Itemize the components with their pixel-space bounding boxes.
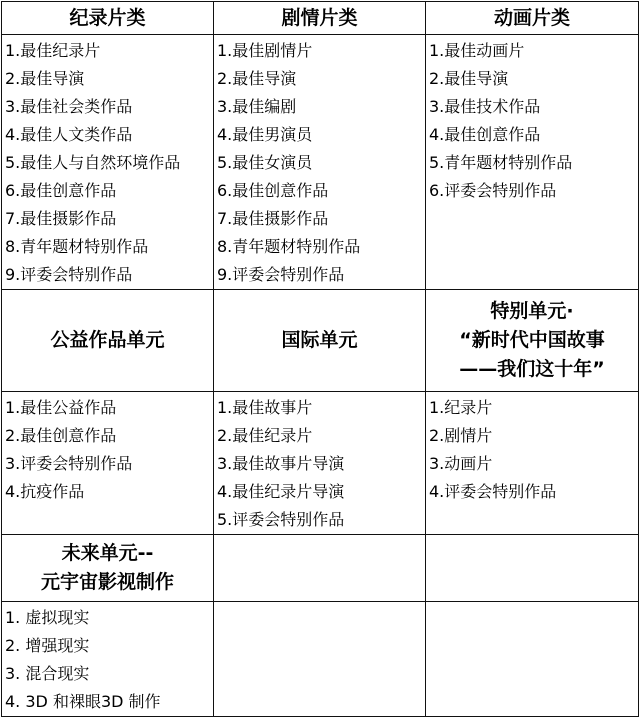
list-item: 4.最佳男演员	[217, 125, 313, 144]
list-item: 1. 虚拟现实	[5, 608, 90, 627]
section-title: 元宇宙影视制作	[40, 571, 174, 593]
list-item: 8.青年题材特别作品	[217, 237, 361, 256]
list-item: 9.评委会特别作品	[217, 265, 345, 284]
list-item: 9.评委会特别作品	[5, 265, 133, 284]
list-item: 4.抗疫作品	[5, 482, 85, 501]
list-item: 1.纪录片	[429, 398, 493, 417]
section-header-public-welfare	[2, 290, 214, 392]
list-item: 2. 增强现实	[5, 636, 90, 655]
empty-cell	[214, 602, 426, 717]
list-item: 4.评委会特别作品	[429, 482, 557, 501]
section-title: 剧情片类	[281, 6, 358, 29]
section-header-drama	[214, 2, 426, 35]
section-title: 动画片类	[493, 6, 570, 29]
list-item: 7.最佳摄影作品	[5, 209, 117, 228]
list-item: 3. 混合现实	[5, 664, 90, 683]
list-item: 2.剧情片	[429, 426, 493, 445]
list-item: 1.最佳剧情片	[217, 41, 313, 60]
section-header-future	[2, 535, 214, 602]
list-item: 1.最佳纪录片	[5, 41, 101, 60]
section-header-animation	[426, 2, 639, 35]
section-list-international	[214, 392, 426, 535]
section-header-special	[426, 290, 639, 392]
list-item: 5.青年题材特别作品	[429, 153, 573, 172]
list-item: 6.最佳创意作品	[217, 181, 329, 200]
awards-table	[1, 1, 639, 717]
list-item: 4.最佳创意作品	[429, 125, 541, 144]
list-row	[2, 392, 639, 535]
list-item: 3.最佳编剧	[217, 97, 297, 116]
section-title: 公益作品单元	[50, 329, 165, 351]
header-row	[2, 2, 639, 35]
empty-cell	[426, 535, 639, 602]
list-item: 6.评委会特别作品	[429, 181, 557, 200]
list-item: 1.最佳故事片	[217, 398, 313, 417]
section-list-documentary	[2, 35, 214, 290]
list-item: 5.最佳女演员	[217, 153, 313, 172]
section-list-special	[426, 392, 639, 535]
header-row	[2, 290, 639, 392]
section-title: 未来单元--	[61, 542, 154, 564]
section-list-future	[2, 602, 214, 717]
header-row	[2, 535, 639, 602]
list-item: 1.最佳动画片	[429, 41, 525, 60]
list-item: 6.最佳创意作品	[5, 181, 117, 200]
list-item: 4. 3D 和裸眼3D 制作	[5, 692, 161, 711]
section-title: “新时代中国故事	[459, 329, 605, 351]
list-item: 5.评委会特别作品	[217, 510, 345, 529]
empty-cell	[214, 535, 426, 602]
list-item: 2.最佳导演	[429, 69, 509, 88]
list-item: 4.最佳纪录片导演	[217, 482, 345, 501]
list-item: 3.动画片	[429, 454, 493, 473]
list-item: 7.最佳摄影作品	[217, 209, 329, 228]
list-item: 2.最佳创意作品	[5, 426, 117, 445]
section-title: ——我们这十年”	[459, 358, 605, 380]
section-list-drama	[214, 35, 426, 290]
list-item: 8.青年题材特别作品	[5, 237, 149, 256]
section-title: 国际单元	[281, 329, 358, 351]
list-row	[2, 602, 639, 717]
list-item: 3.最佳社会类作品	[5, 97, 133, 116]
list-item: 2.最佳纪录片	[217, 426, 313, 445]
section-list-public-welfare	[2, 392, 214, 535]
list-row	[2, 35, 639, 290]
list-item: 3.最佳故事片导演	[217, 454, 345, 473]
section-title: 特别单元·	[490, 300, 574, 322]
list-item: 5.最佳人与自然环境作品	[5, 153, 181, 172]
list-item: 2.最佳导演	[217, 69, 297, 88]
list-item: 3.最佳技术作品	[429, 97, 541, 116]
list-item: 1.最佳公益作品	[5, 398, 117, 417]
list-item: 3.评委会特别作品	[5, 454, 133, 473]
section-title: 纪录片类	[69, 6, 146, 29]
section-header-international	[214, 290, 426, 392]
section-header-documentary	[2, 2, 214, 35]
section-list-animation	[426, 35, 639, 290]
list-item: 2.最佳导演	[5, 69, 85, 88]
empty-cell	[426, 602, 639, 717]
list-item: 4.最佳人文类作品	[5, 125, 133, 144]
